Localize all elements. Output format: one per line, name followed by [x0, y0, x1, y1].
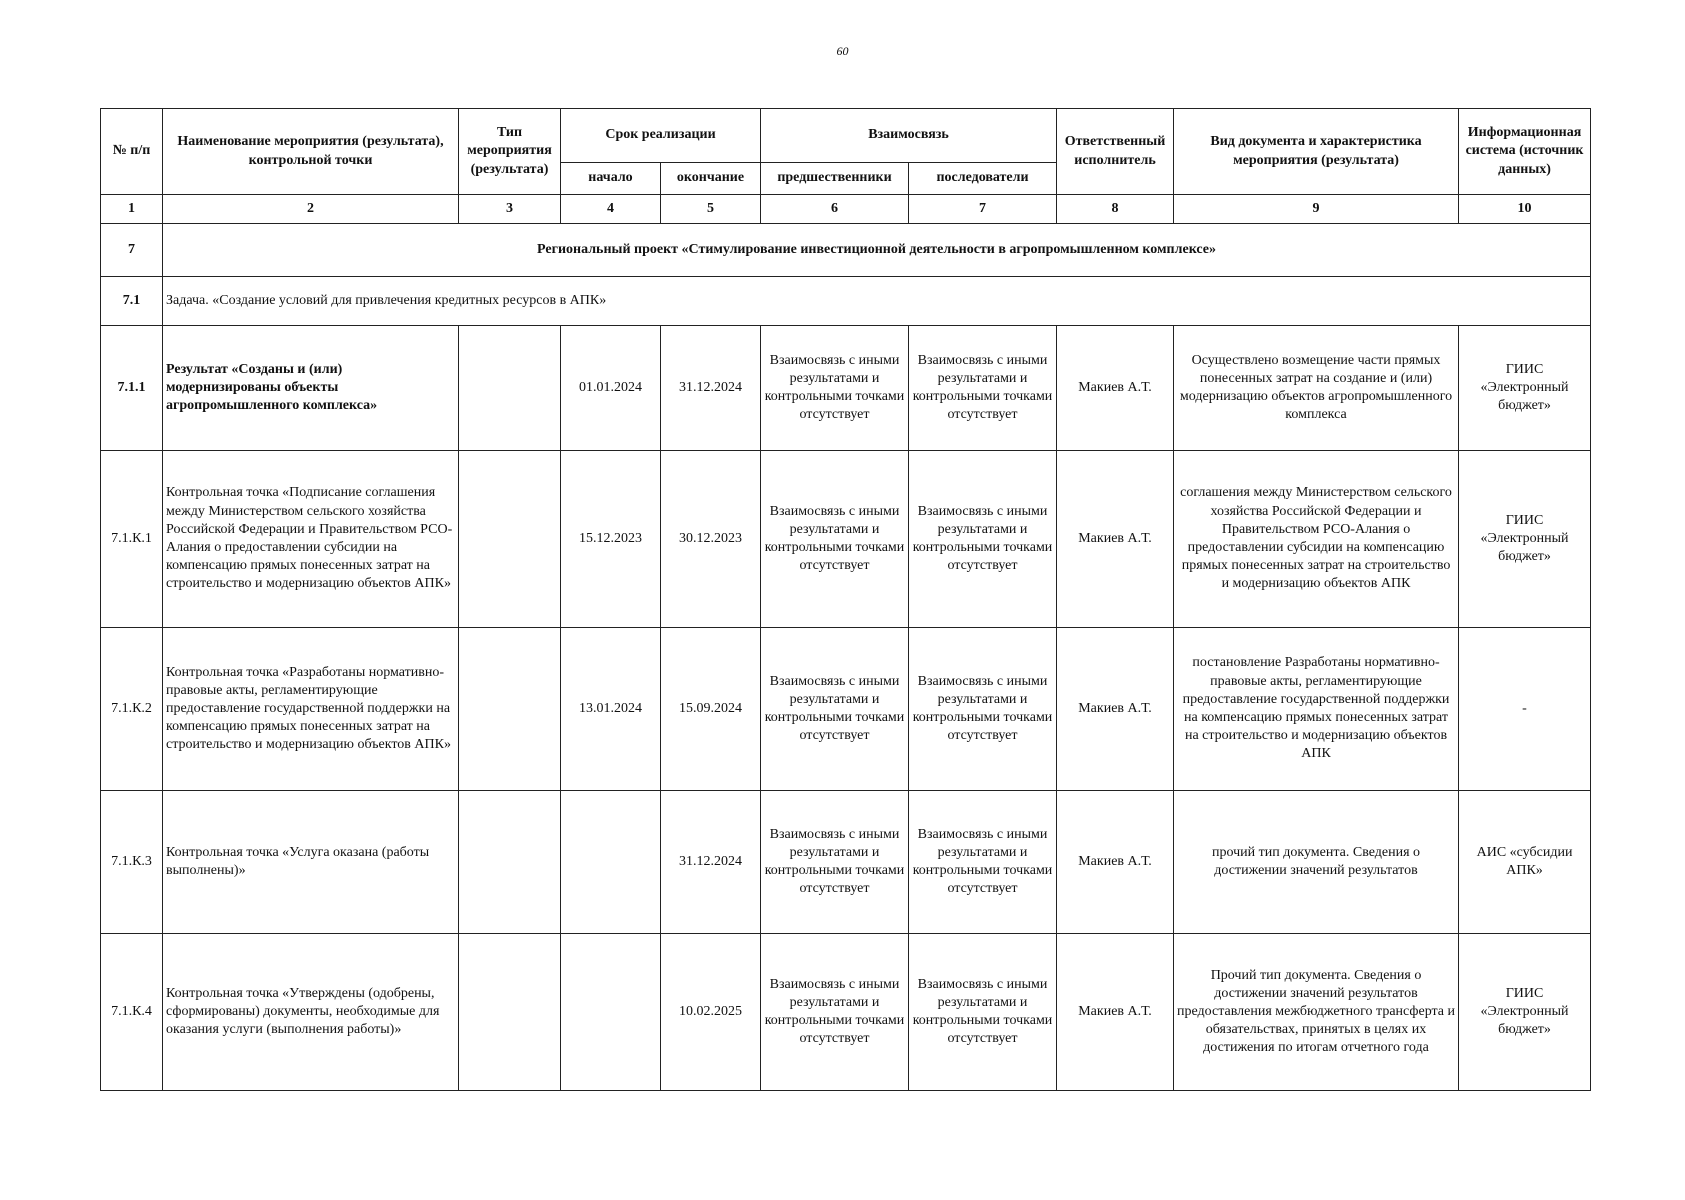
header-type: Тип мероприятия (результата) [459, 109, 561, 195]
column-number: 7 [909, 195, 1057, 224]
row-end: 31.12.2024 [661, 326, 761, 451]
row-successors: Взаимосвязь с иными результатами и контрольными точками отсутствует [909, 791, 1057, 934]
row-info-system: АИС «субсидии АПК» [1459, 791, 1591, 934]
row-successors: Взаимосвязь с иными результатами и контрольными точками отсутствует [909, 934, 1057, 1091]
header-info-system: Информационная система (источник данных) [1459, 109, 1591, 195]
row-predecessors: Взаимосвязь с иными результатами и контрольными точками отсутствует [761, 791, 909, 934]
table-row [101, 791, 1591, 934]
table-row [101, 326, 1591, 451]
column-number: 3 [459, 195, 561, 224]
column-number: 5 [661, 195, 761, 224]
column-number: 8 [1057, 195, 1174, 224]
row-predecessors: Взаимосвязь с иными результатами и контрольными точками отсутствует [761, 934, 909, 1091]
row-predecessors: Взаимосвязь с иными результатами и контрольными точками отсутствует [761, 451, 909, 628]
row-name: Контрольная точка «Услуга оказана (работы выполнены)» [163, 791, 459, 934]
row-info-system: ГИИС «Электронный бюджет» [1459, 326, 1591, 451]
row-document: Прочий тип документа. Сведения о достижении значений результатов предоставления межбюджетного трансферта и обязательствах, принятых в целях их достижения по итогам отчетного года [1174, 934, 1459, 1091]
table-row [101, 451, 1591, 628]
header-period: Срок реализации [561, 109, 761, 163]
row-predecessors: Взаимосвязь с иными результатами и контрольными точками отсутствует [761, 326, 909, 451]
row-info-system: - [1459, 628, 1591, 791]
row-document: прочий тип документа. Сведения о достижении значений результатов [1174, 791, 1459, 934]
row-successors: Взаимосвязь с иными результатами и контрольными точками отсутствует [909, 628, 1057, 791]
row-start: 01.01.2024 [561, 326, 661, 451]
row-successors: Взаимосвязь с иными результатами и контрольными точками отсутствует [909, 326, 1057, 451]
header-predecessors: предшественники [761, 163, 909, 195]
row-start [561, 791, 661, 934]
page-number: 60 [836, 44, 849, 58]
task-title: Задача. «Создание условий для привлечения кредитных ресурсов в АПК» [163, 277, 1591, 326]
header-successors: последователи [909, 163, 1057, 195]
column-number: 2 [163, 195, 459, 224]
row-type [459, 451, 561, 628]
row-start [561, 934, 661, 1091]
row-responsible: Макиев А.Т. [1057, 628, 1174, 791]
row-end: 31.12.2024 [661, 791, 761, 934]
row-type [459, 326, 561, 451]
row-document: постановление Разработаны нормативно-правовые акты, регламентирующие предоставление государственной поддержки на компенсацию прямых понесенных затрат на строительство и модернизацию объектов АПК [1174, 628, 1459, 791]
row-end: 30.12.2023 [661, 451, 761, 628]
table-row [101, 934, 1591, 1091]
row-info-system: ГИИС «Электронный бюджет» [1459, 451, 1591, 628]
row-responsible: Макиев А.Т. [1057, 326, 1174, 451]
row-num: 7.1.К.3 [101, 791, 163, 934]
table-row [101, 628, 1591, 791]
header-num: № п/п [101, 109, 163, 195]
row-end: 15.09.2024 [661, 628, 761, 791]
row-name: Контрольная точка «Утверждены (одобрены, сформированы) документы, необходимые для оказания услуги (выполнения работы)» [163, 934, 459, 1091]
project-num: 7 [101, 224, 163, 277]
row-responsible: Макиев А.Т. [1057, 451, 1174, 628]
column-number: 9 [1174, 195, 1459, 224]
row-document: Осуществлено возмещение части прямых понесенных затрат на создание и (или) модернизацию объектов агропромышленного комплекса [1174, 326, 1459, 451]
row-num: 7.1.К.1 [101, 451, 163, 628]
column-number: 6 [761, 195, 909, 224]
plan-table [100, 108, 1591, 1091]
row-num: 7.1.1 [101, 326, 163, 451]
row-type [459, 628, 561, 791]
header-document: Вид документа и характеристика мероприятия (результата) [1174, 109, 1459, 195]
row-start: 13.01.2024 [561, 628, 661, 791]
row-num: 7.1.К.2 [101, 628, 163, 791]
row-successors: Взаимосвязь с иными результатами и контрольными точками отсутствует [909, 451, 1057, 628]
row-responsible: Макиев А.Т. [1057, 934, 1174, 1091]
row-end: 10.02.2025 [661, 934, 761, 1091]
header-name: Наименование мероприятия (результата), контрольной точки [163, 109, 459, 195]
project-title: Региональный проект «Стимулирование инвестиционной деятельности в агропромышленном комплексе» [163, 224, 1591, 277]
header-start: начало [561, 163, 661, 195]
row-name: Контрольная точка «Подписание соглашения между Министерством сельского хозяйства Российской Федерации и Правительством РСО-Алания о предоставлении субсидии на компенсацию прямых понесенных затрат на строительство и модернизацию объектов АПК» [163, 451, 459, 628]
row-responsible: Макиев А.Т. [1057, 791, 1174, 934]
header-link: Взаимосвязь [761, 109, 1057, 163]
task-num: 7.1 [101, 277, 163, 326]
column-number: 4 [561, 195, 661, 224]
header-responsible: Ответственный исполнитель [1057, 109, 1174, 195]
row-start: 15.12.2023 [561, 451, 661, 628]
row-predecessors: Взаимосвязь с иными результатами и контрольными точками отсутствует [761, 628, 909, 791]
column-number: 10 [1459, 195, 1591, 224]
header-end: окончание [661, 163, 761, 195]
task-row [101, 277, 1591, 326]
row-name: Результат «Созданы и (или) модернизированы объекты агропромышленного комплекса» [163, 326, 459, 451]
row-info-system: ГИИС «Электронный бюджет» [1459, 934, 1591, 1091]
row-document: соглашения между Министерством сельского хозяйства Российской Федерации и Правительством РСО-Алания о предоставлении субсидии на компенсацию прямых понесенных затрат на строительство и модернизацию объектов АПК [1174, 451, 1459, 628]
row-num: 7.1.К.4 [101, 934, 163, 1091]
project-row [101, 224, 1591, 277]
column-number: 1 [101, 195, 163, 224]
row-type [459, 934, 561, 1091]
row-type [459, 791, 561, 934]
row-name: Контрольная точка «Разработаны нормативно-правовые акты, регламентирующие предоставление государственной поддержки на компенсацию прямых понесенных затрат на строительство и модернизацию объектов АПК» [163, 628, 459, 791]
